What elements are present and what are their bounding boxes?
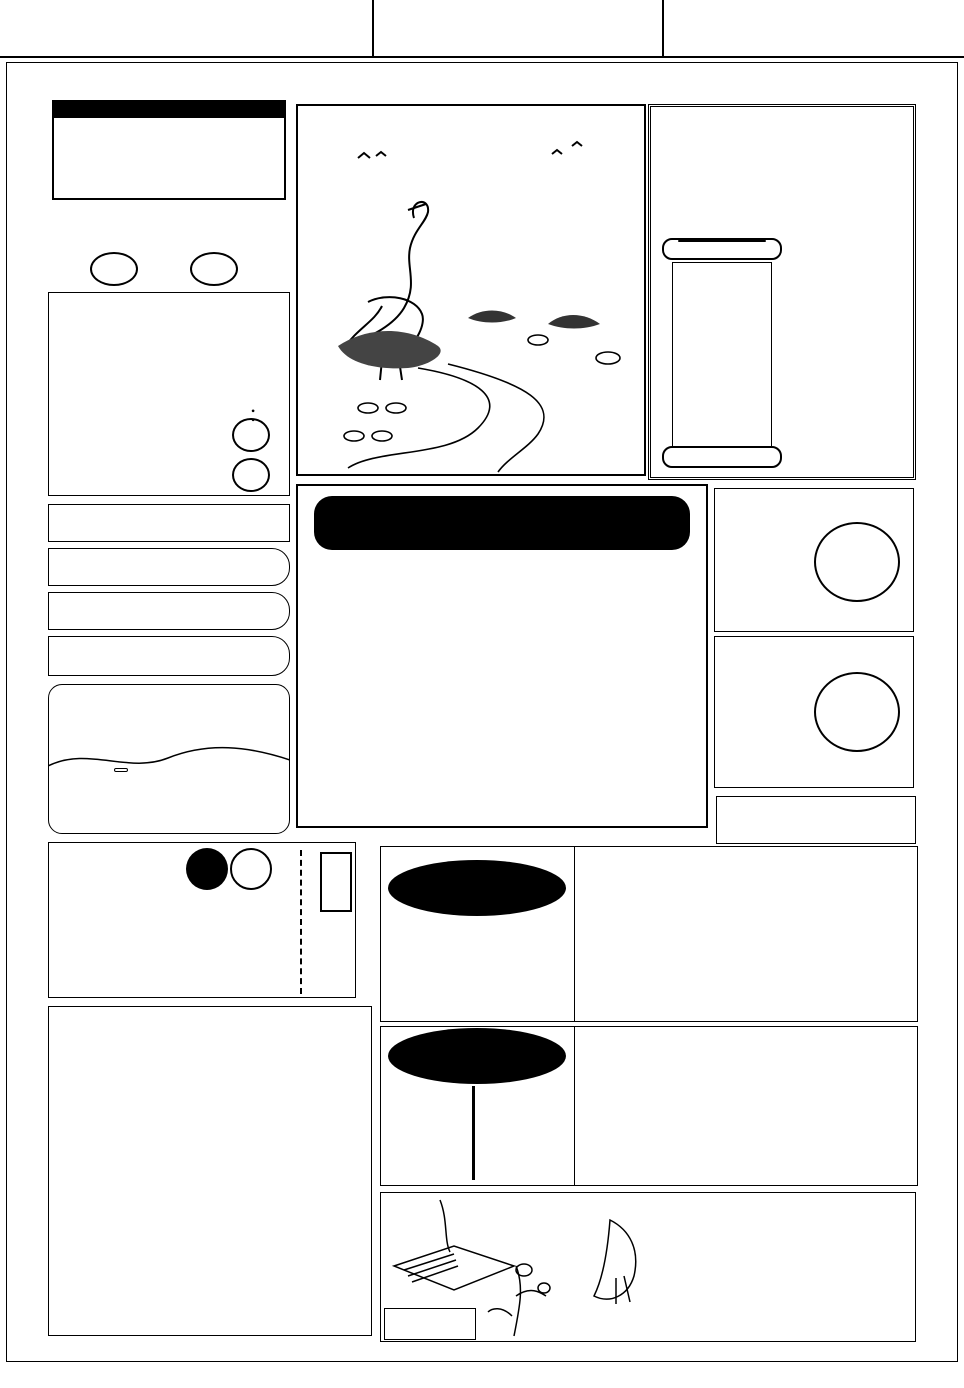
lengre-number-2 (190, 252, 238, 286)
gongxian-special (114, 768, 128, 772)
door-table-title (54, 102, 284, 118)
scroll (662, 238, 782, 468)
tema-open-divider (574, 1026, 575, 1186)
crane-icon (298, 106, 644, 474)
tema-colon: ： (248, 403, 271, 428)
door-table (52, 100, 286, 200)
crane-illustration (296, 104, 646, 476)
lucky-shengxiao-row (48, 548, 290, 586)
stat-2-number (814, 672, 900, 752)
poem-title-c (230, 848, 272, 890)
brand-border-top (14, 64, 950, 86)
header-title-box (372, 0, 664, 58)
poem-divider (300, 850, 302, 994)
scroll-title (678, 240, 766, 242)
stat-1-number (814, 522, 900, 602)
computer-numbers (334, 562, 674, 608)
lucky-boduan-row (48, 636, 290, 676)
header-bar (0, 0, 964, 58)
poem-title-b (186, 848, 228, 890)
scroll-bottom-rod (662, 446, 782, 468)
gongxian-wave (48, 744, 290, 774)
brand-border-right (932, 86, 956, 1346)
jiehua-label (384, 1308, 476, 1340)
tema-number-2 (232, 458, 270, 492)
brand-border-left (8, 86, 32, 1346)
lucky-tema-row (48, 504, 290, 542)
puzzle-grid (52, 1068, 370, 1330)
tema-open-split (472, 1086, 475, 1180)
zongfen-divider (574, 846, 575, 1022)
poem-side-label (320, 852, 352, 912)
scroll-paper (672, 262, 772, 448)
tema-number-1 (232, 418, 270, 452)
zongfen-label (388, 860, 566, 916)
lengre-number-1 (90, 252, 138, 286)
hou-box (716, 796, 916, 844)
lucky-sebo-row (48, 592, 290, 630)
computer-title (314, 496, 690, 550)
tema-open-label (388, 1028, 566, 1084)
